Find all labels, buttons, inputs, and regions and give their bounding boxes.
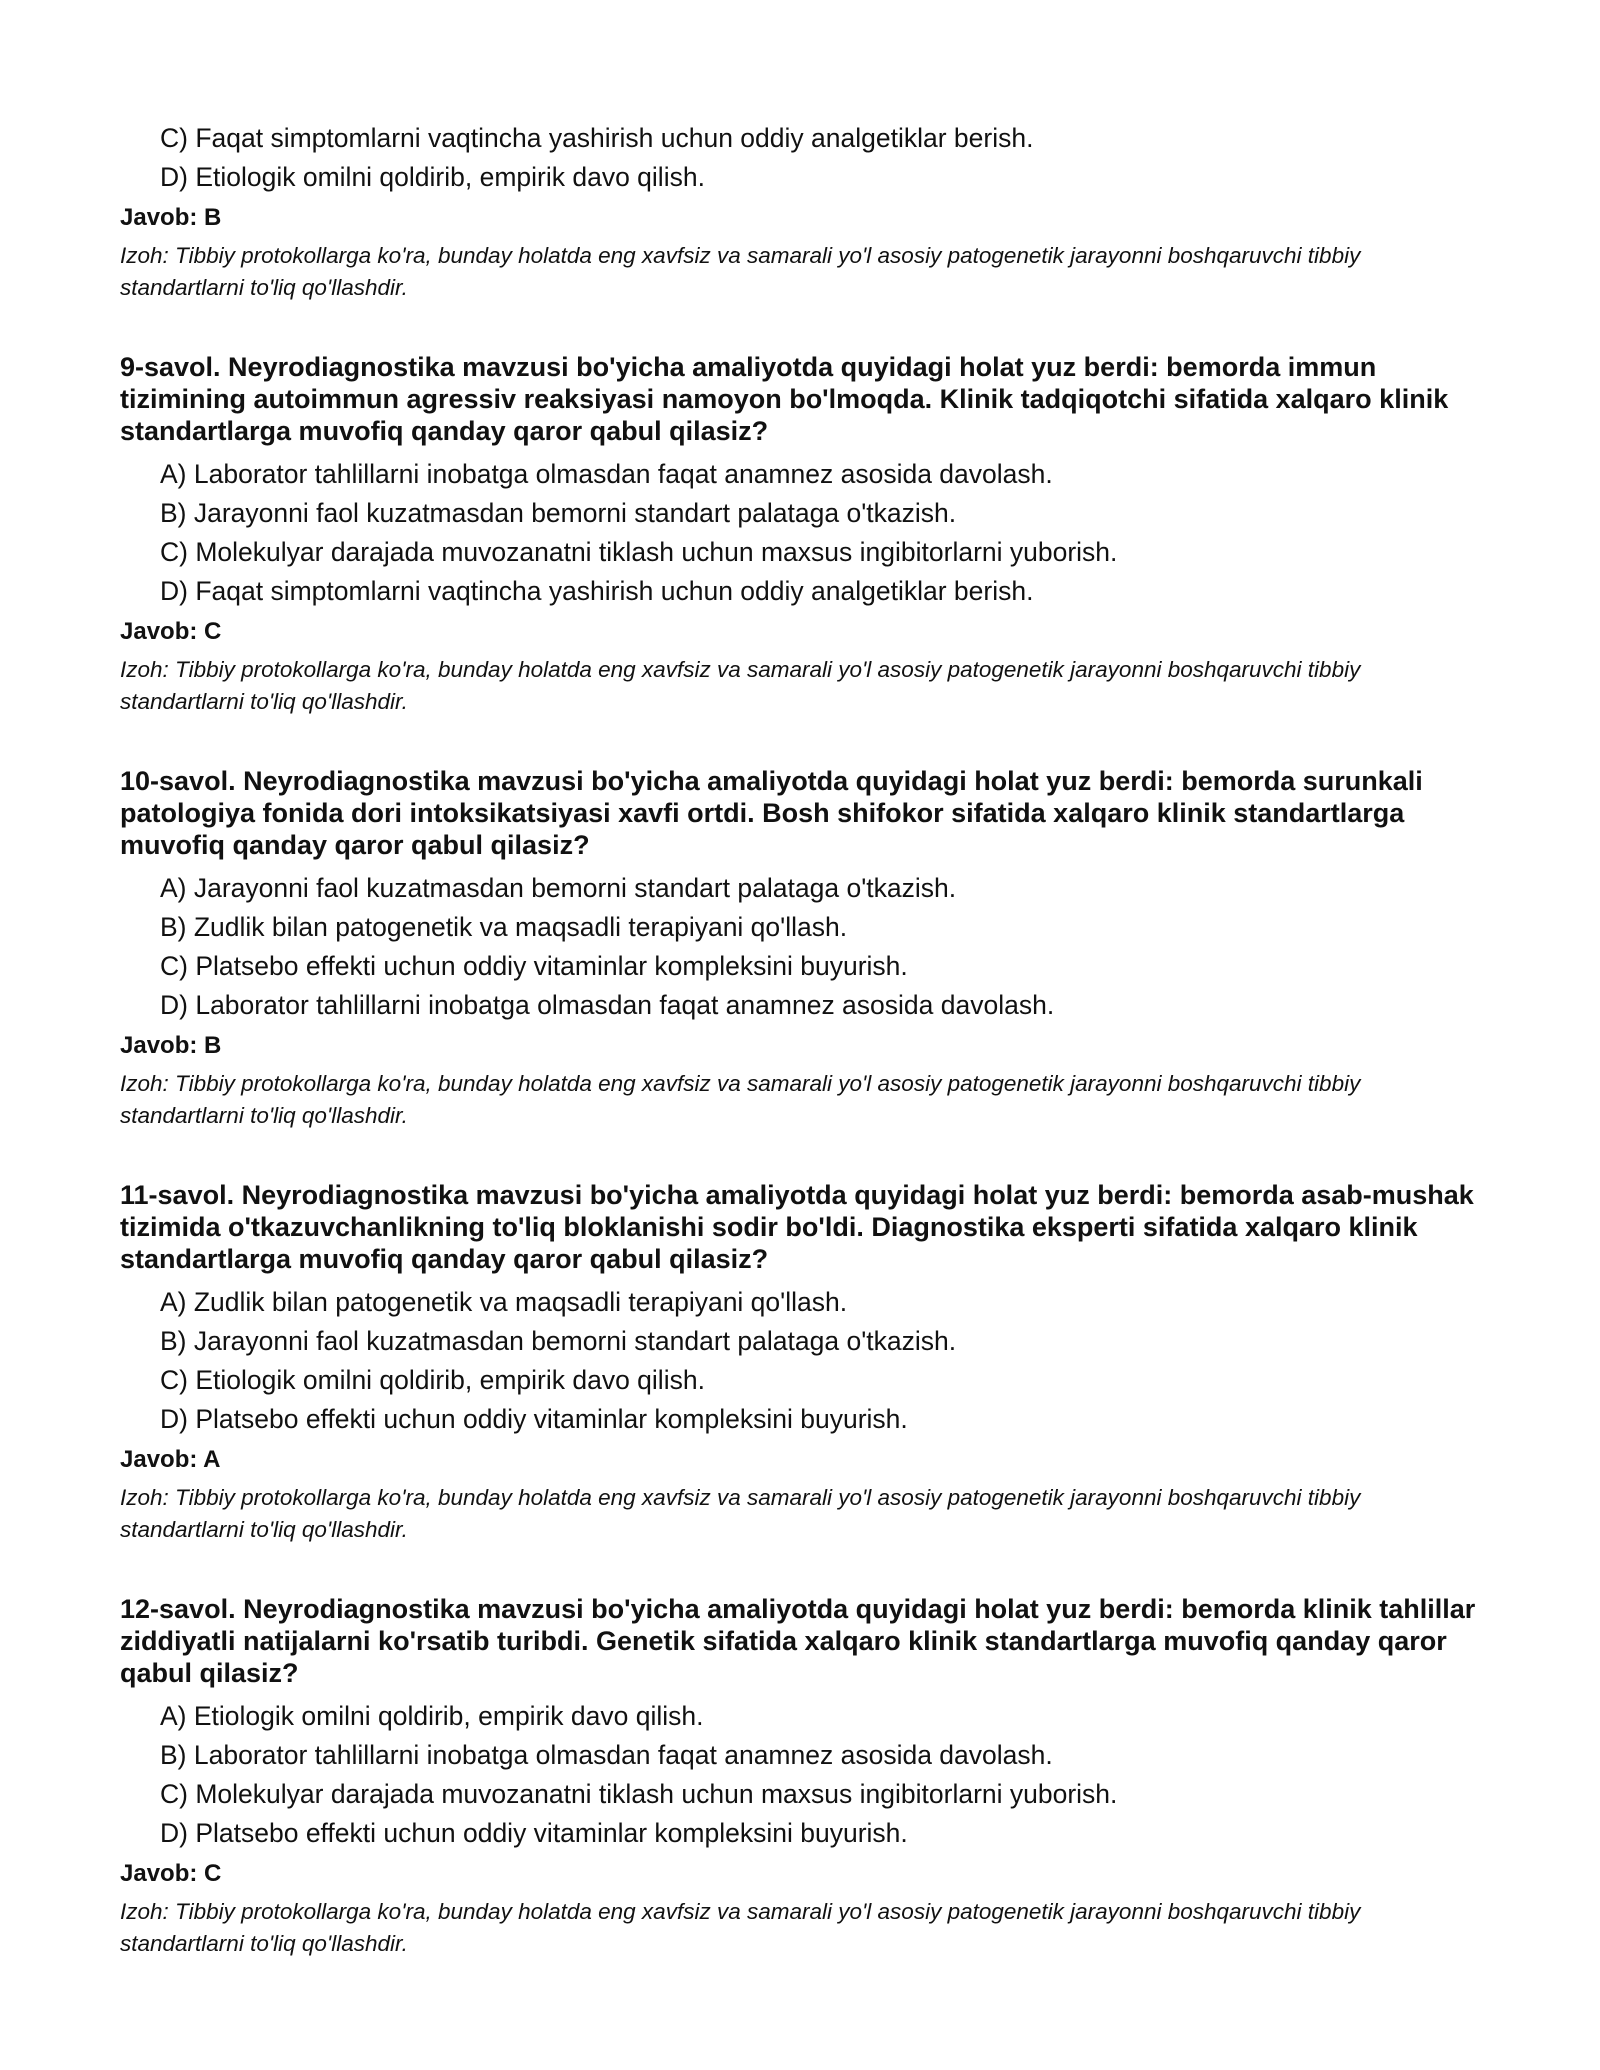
document-page (120, 119, 1490, 1960)
answer-option: A) Laborator tahlillarni inobatga olmasdan faqat anamnez asosida davolash. (160, 459, 1053, 489)
explanation-note: Izoh: Tibbiy protokollarga ko'ra, bunday holatda eng xavfsiz va samarali yo'l asosiy patogenetik jarayonni boshqaruvchi tibbiy standartlarni to'liq qo'llashdir. (120, 243, 1361, 300)
answer-option: B) Laborator tahlillarni inobatga olmasdan faqat anamnez asosida davolash. (160, 1740, 1053, 1770)
answer-option: A) Etiologik omilni qoldirib, empirik davo qilish. (160, 1701, 704, 1731)
answer-option: D) Laborator tahlillarni inobatga olmasdan faqat anamnez asosida davolash. (160, 990, 1055, 1020)
answer-option: C) Faqat simptomlarni vaqtincha yashirish uchun oddiy analgetiklar berish. (160, 123, 1034, 153)
question-block-11 (120, 1179, 1490, 1546)
correct-answer: Javob: C (120, 618, 222, 645)
correct-answer: Javob: B (120, 1032, 222, 1059)
question-title: 9-savol. Neyrodiagnostika mavzusi bo'yicha amaliyotda quyidagi holat yuz berdi: bemorda immun tizimining autoimmun agressiv reaksiyasi namoyon bo'lmoqda. Klinik tadqiqotchi sifatida xalqaro klinik standartlarga muvofiq qanday qaror qabul qilasiz? (120, 352, 1449, 446)
answer-option: A) Zudlik bilan patogenetik va maqsadli terapiyani qo'llash. (160, 1287, 848, 1317)
question-block-10 (120, 765, 1490, 1132)
answer-option: B) Zudlik bilan patogenetik va maqsadli terapiyani qo'llash. (160, 912, 848, 942)
answer-option: C) Etiologik omilni qoldirib, empirik davo qilish. (160, 1365, 705, 1395)
correct-answer: Javob: A (120, 1446, 221, 1473)
explanation-note: Izoh: Tibbiy protokollarga ko'ra, bunday holatda eng xavfsiz va samarali yo'l asosiy patogenetik jarayonni boshqaruvchi tibbiy standartlarni to'liq qo'llashdir. (120, 1071, 1361, 1128)
answer-option: C) Molekulyar darajada muvozanatni tiklash uchun maxsus ingibitorlarni yuborish. (160, 537, 1118, 567)
answer-option: D) Faqat simptomlarni vaqtincha yashirish uchun oddiy analgetiklar berish. (160, 576, 1034, 606)
answer-option: C) Molekulyar darajada muvozanatni tiklash uchun maxsus ingibitorlarni yuborish. (160, 1779, 1118, 1809)
question-block-9 (120, 351, 1490, 718)
answer-option: B) Jarayonni faol kuzatmasdan bemorni standart palataga o'tkazish. (160, 498, 957, 528)
correct-answer: Javob: C (120, 1860, 222, 1887)
question-title: 11-savol. Neyrodiagnostika mavzusi bo'yicha amaliyotda quyidagi holat yuz berdi: bemorda asab-mushak tizimida o'tkazuvchanlikning to'liq bloklanishi sodir bo'ldi. Diagnostika eksperti sifatida xalqaro klinik standartlarga muvofiq qanday qaror qabul qilasiz? (120, 1180, 1474, 1274)
answer-option: C) Platsebo effekti uchun oddiy vitaminlar kompleksini buyurish. (160, 951, 908, 981)
explanation-note: Izoh: Tibbiy protokollarga ko'ra, bunday holatda eng xavfsiz va samarali yo'l asosiy patogenetik jarayonni boshqaruvchi tibbiy standartlarni to'liq qo'llashdir. (120, 1485, 1361, 1542)
explanation-note: Izoh: Tibbiy protokollarga ko'ra, bunday holatda eng xavfsiz va samarali yo'l asosiy patogenetik jarayonni boshqaruvchi tibbiy standartlarni to'liq qo'llashdir. (120, 1899, 1361, 1956)
question-block-12 (120, 1593, 1490, 1960)
question-title: 12-savol. Neyrodiagnostika mavzusi bo'yicha amaliyotda quyidagi holat yuz berdi: bemorda klinik tahlillar ziddiyatli natijalarni ko'rsatib turibdi. Genetik sifatida xalqaro klinik standartlarga muvofiq qanday qaror qabul qilasiz? (120, 1594, 1476, 1688)
correct-answer: Javob: B (120, 204, 222, 231)
answer-option: D) Platsebo effekti uchun oddiy vitaminlar kompleksini buyurish. (160, 1818, 908, 1848)
answer-option: A) Jarayonni faol kuzatmasdan bemorni standart palataga o'tkazish. (160, 873, 957, 903)
answer-option: B) Jarayonni faol kuzatmasdan bemorni standart palataga o'tkazish. (160, 1326, 957, 1356)
answer-option: D) Platsebo effekti uchun oddiy vitaminlar kompleksini buyurish. (160, 1404, 908, 1434)
explanation-note: Izoh: Tibbiy protokollarga ko'ra, bunday holatda eng xavfsiz va samarali yo'l asosiy patogenetik jarayonni boshqaruvchi tibbiy standartlarni to'liq qo'llashdir. (120, 657, 1361, 714)
question-block-partial (120, 119, 1490, 304)
question-title: 10-savol. Neyrodiagnostika mavzusi bo'yicha amaliyotda quyidagi holat yuz berdi: bemorda surunkali patologiya fonida dori intoksikatsiyasi xavfi ortdi. Bosh shifokor sifatida xalqaro klinik standartlarga muvofiq qanday qaror qabul qilasiz? (120, 766, 1423, 860)
answer-option: D) Etiologik omilni qoldirib, empirik davo qilish. (160, 162, 705, 192)
